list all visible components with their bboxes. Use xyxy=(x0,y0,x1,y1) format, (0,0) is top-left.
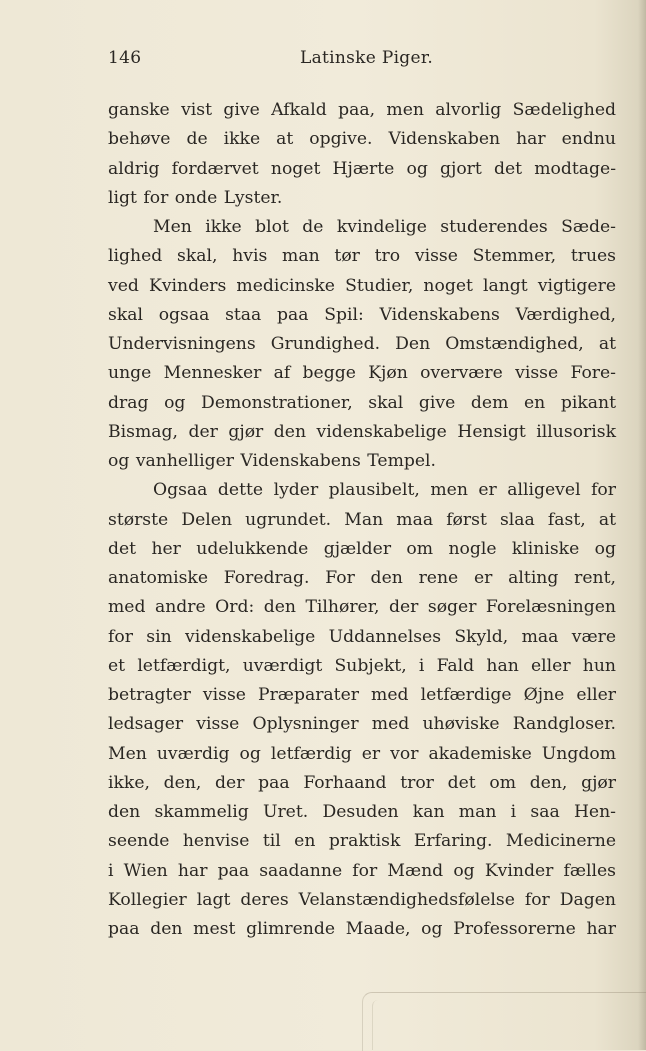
page-corner-fold-inner xyxy=(372,1000,646,1050)
text-line: ledsager visse Oplysninger med uhøviske Randgloser. xyxy=(108,714,616,735)
text-line: skal ogsaa staa paa Spil: Videnskabens Værdighed, xyxy=(108,304,616,325)
text-line: ved Kvinders medicinske Studier, noget langt vigtigere xyxy=(108,275,616,296)
text-line: og vanhelliger Videnskabens Tempel. xyxy=(108,451,437,471)
text-line: for sin videnskabelige Uddannelses Skyld, maa være xyxy=(108,626,616,647)
page-number: 146 xyxy=(108,48,142,68)
page-edge-shadow xyxy=(638,0,646,1050)
text-line: unge Mennesker af begge Kjøn overvære visse Fore- xyxy=(108,363,616,384)
text-line: paa den mest glimrende Maade, og Professorerne har xyxy=(108,919,616,939)
text-line: betragter visse Præparater med letfærdige Øjne eller xyxy=(108,685,616,705)
text-line: et letfærdigt, uværdigt Subjekt, i Fald han eller hun xyxy=(108,655,616,676)
text-line: den skammelig Uret. Desuden kan man i saa Hen- xyxy=(108,802,616,822)
text-line: lighed skal, hvis man tør tro visse Stemmer, trues xyxy=(108,246,616,267)
text-line: ikke, den, der paa Forhaand tror det om den, gjør xyxy=(108,772,616,793)
text-line: med andre Ord: den Tilhører, der søger Forelæsningen xyxy=(108,597,616,618)
text-line: Bismag, der gjør den videnskabelige Hensigt illusorisk xyxy=(108,421,616,442)
text-line: ligt for onde Lyster. xyxy=(108,187,283,208)
text-line: Kollegier lagt deres Velanstændighedsfølelse for Dagen xyxy=(108,889,616,910)
text-line: Men uværdig og letfærdig er vor akademiske Ungdom xyxy=(108,743,616,764)
body-text xyxy=(108,96,616,944)
text-line: aldrig fordærvet noget Hjærte og gjort det modtage- xyxy=(108,158,616,179)
text-line: Undervisningens Grundighed. Den Omstændighed, at xyxy=(108,334,616,354)
text-line: Ogsaa dette lyder plausibelt, men er alligevel for xyxy=(153,480,616,501)
text-line: seende henvise til en praktisk Erfaring. Medicinerne xyxy=(108,831,616,852)
text-line: det her udelukkende gjælder om nogle kliniske og xyxy=(108,538,616,559)
text-line: anatomiske Foredrag. For den rene er alting rent, xyxy=(108,568,616,588)
text-line: drag og Demonstrationer, skal give dem en pikant xyxy=(108,392,616,413)
text-line: ganske vist give Afkald paa, men alvorlig Sædelighed xyxy=(108,100,616,120)
running-title: Latinske Piger. xyxy=(300,48,434,68)
text-line: i Wien har paa saadanne for Mænd og Kvinder fælles xyxy=(108,860,616,881)
text-line: behøve de ikke at opgive. Videnskaben har endnu xyxy=(108,129,616,150)
text-line: Men ikke blot de kvindelige studerendes Sæde- xyxy=(153,217,616,237)
text-line: største Delen ugrundet. Man maa først slaa fast, at xyxy=(108,509,616,530)
page-header xyxy=(108,48,616,74)
